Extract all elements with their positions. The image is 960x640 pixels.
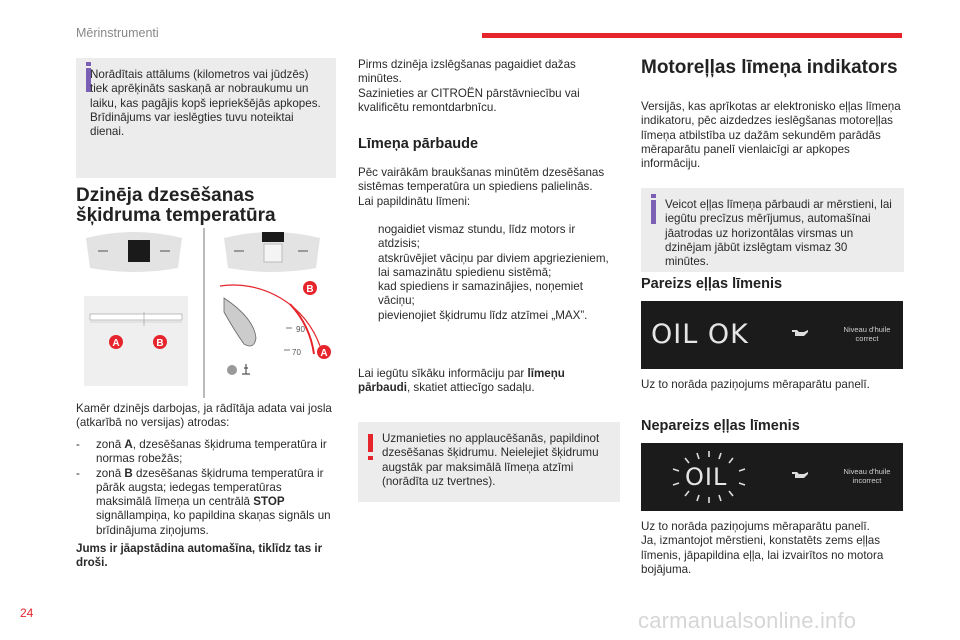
dashboard-right-illustration [224, 232, 320, 272]
dial-gauge [220, 281, 331, 375]
refill-step: kad spiediens ir samazinājies, noņemiet vāciņu; [378, 280, 583, 308]
dial-zone-b-label: B [306, 284, 314, 295]
correct-oil-heading: Pareizs eļļas līmenis [641, 276, 783, 292]
dashboard-left-illustration [86, 232, 182, 272]
incorrect-oil-caption: Uz to norāda paziņojums mēraparātu panelī. Ja, izmantojot mērstieni, konstatēts zems eļļas līmenis, jāpapildina eļļa, lai izvairītos no motora bojājuma. [641, 520, 884, 576]
level-check-heading: Līmeņa pārbaude [358, 136, 479, 152]
info-text: Norādītais attālums (kilometros vai jūdzēs) tiek aprēķināts saskaņā ar nobraukumu un laiku, kas pagājis kopš iepriekšējās apkopes. Brīdinājums var ieslēgties tuvu noteiktai dienai. [90, 68, 321, 139]
zone-a-item: - zonā A, dzesēšanas šķidruma temperatūra ir normas robežās; [76, 438, 327, 466]
coolant-paragraph: Kamēr dzinējs darbojas, ja rādītāja adata vai josla (atkarībā no versijas) atrodas: [76, 402, 332, 430]
level-check-paragraph: Pēc vairākām braukšanas minūtēm dzesēšanas sistēmas temperatūra un spiediens palielinās. Lai papildinātu līmeni: [358, 166, 605, 208]
warning-box-scald [358, 422, 620, 502]
oil-ok-label: Niveau d'huile correct [843, 325, 891, 343]
coolant-heading: Dzinēja dzesēšanas šķidruma temperatūra [76, 185, 276, 226]
oil-incorrect-label: Niveau d'huile incorrect [843, 467, 891, 485]
refill-step: pievienojiet šķidrumu līdz atzīmei „MAX”. [378, 308, 588, 322]
refill-steps-list [358, 223, 620, 323]
info-box-dipstick [641, 188, 904, 272]
coolant-gauge-figure [84, 226, 334, 400]
coolant-zone-list [76, 438, 336, 538]
oil-can-icon [791, 327, 809, 339]
warning-icon [368, 434, 373, 452]
info-icon [651, 200, 656, 224]
oil-ok-text: OIL OK [651, 319, 749, 350]
gauge-90-label: 90 [296, 325, 305, 334]
oil-incorrect-text: OIL [685, 463, 728, 491]
oil-level-heading: Motoreļļas līmeņa indikators [641, 57, 898, 78]
zone-a-label: A [112, 338, 120, 349]
refill-step: atskrūvējiet vāciņu par diviem apgriezieniem, lai samazinātu spiedienu sistēmā; [378, 251, 609, 279]
dipstick-info-text: Veicot eļļas līmeņa pārbaudi ar mērstieni, lai iegūtu precīzus mērījumus, automašīnai jāatrodas uz horizontālas virsmas un dzinējam jābūt izslēgtam vismaz 30 minūtes. [665, 198, 892, 269]
temperature-icon [242, 364, 250, 374]
refill-step: nogaidiet vismaz stundu, līdz motors ir atdzisis; [378, 223, 576, 251]
gauge-70-label: 70 [292, 348, 301, 357]
oil-can-icon [791, 469, 809, 481]
page-number: 24 [20, 606, 34, 620]
watermark-url[interactable]: carmanualsonline.info [638, 608, 857, 633]
bar-gauge [84, 296, 188, 386]
oil-incorrect-display [641, 443, 903, 511]
incorrect-oil-heading: Nepareizs eļļas līmenis [641, 418, 800, 434]
indicator-lamp-icon [227, 365, 237, 375]
header-title: Mērinstrumenti [76, 26, 159, 40]
header-accent-bar [482, 33, 902, 38]
warning-text: Uzmanieties no applaucēšanās, papildinot dzesēšanas šķidrumu. Neielejiet šķidrumu augstāk par maksimālā līmeņa atzīmi (norādīta uz tvertnes). [382, 432, 600, 488]
oil-ok-display [641, 301, 903, 369]
zone-b-label: B [156, 338, 164, 349]
zone-b-item: - zonā B dzesēšanas šķidruma temperatūra ir pārāk augsta; iedegas temperatūras maksimālā līmeņa un centrālā STOP signāllampiņa, ko papildina skaņas signāls un brīdinājuma ziņojums. [76, 466, 331, 537]
oil-level-paragraph: Versijās, kas aprīkotas ar elektronisko eļļas līmeņa indikatoru, pēc aizdedzes ieslēgšanas motoreļļas līmeņa atbilstība uz dažām sekundēm parādās mēraparātu panelī vienlaicīgi ar apkopes informāciju. [641, 100, 901, 171]
level-check-reference[interactable]: līmeņu pārbaudi [358, 367, 565, 395]
more-info-paragraph: Lai iegūtu sīkāku informāciju par līmeņu pārbaudi, skatiet attiecīgo sadaļu. [358, 367, 565, 395]
stop-warning: Jums ir jāapstādina automašīna, tiklīdz tas ir droši. [76, 542, 323, 570]
info-box-service [76, 58, 336, 178]
wait-paragraph: Pirms dzinēja izslēgšanas pagaidiet dažas minūtes. Sazinieties ar CITROËN pārstāvniecību vai kvalificētu remontdarbnīcu. [358, 58, 580, 114]
dial-zone-a-label: A [320, 348, 328, 359]
correct-oil-caption: Uz to norāda paziņojums mēraparātu panelī. [641, 378, 870, 391]
